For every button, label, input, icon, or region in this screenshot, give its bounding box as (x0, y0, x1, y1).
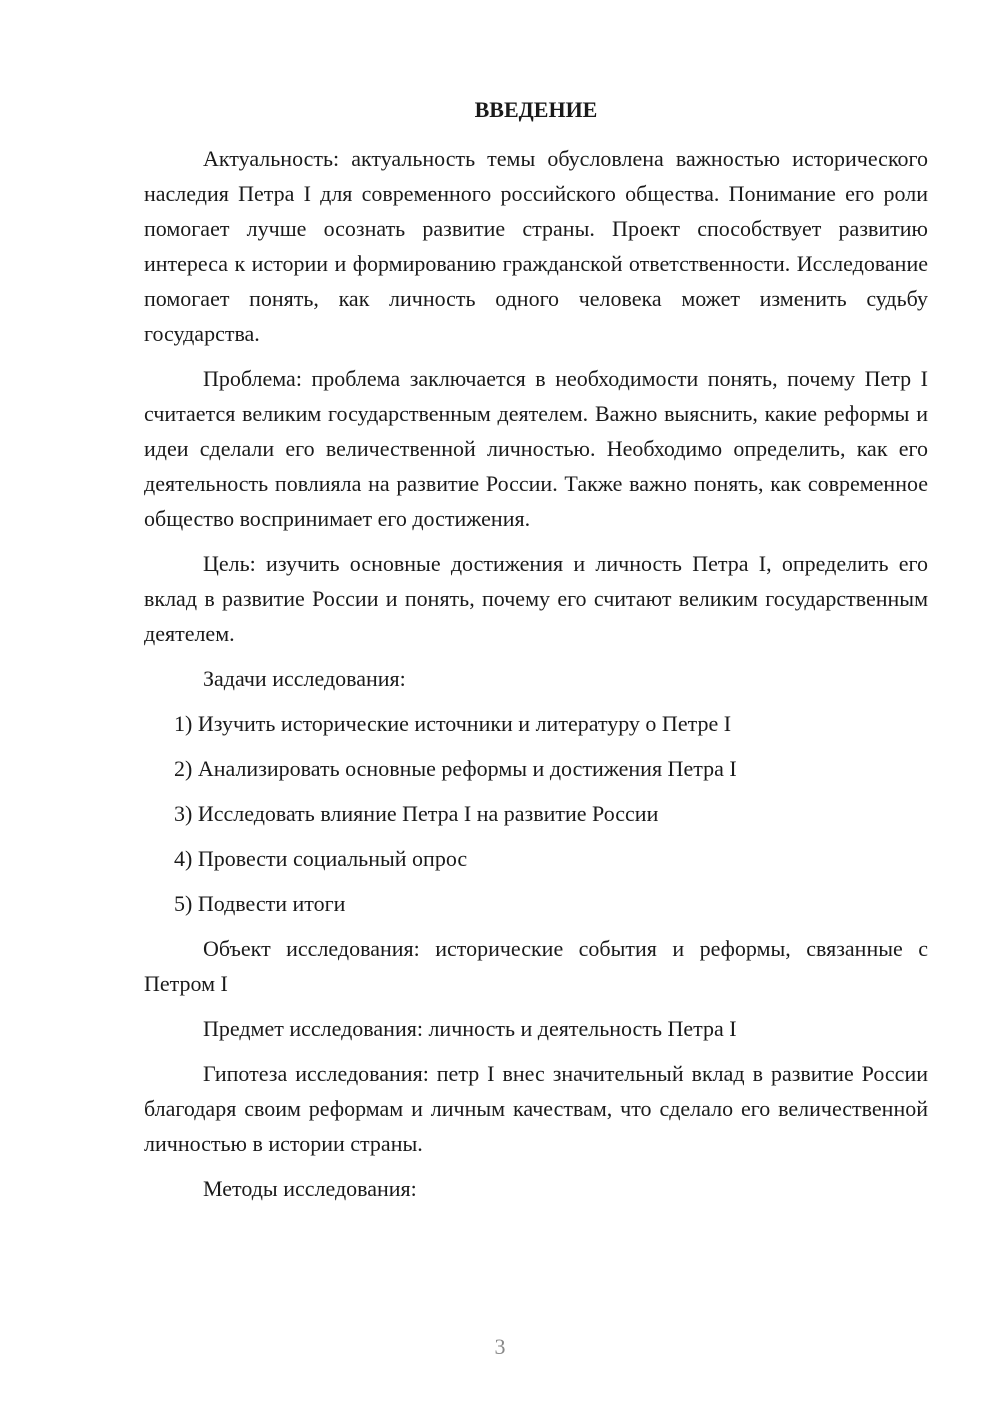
paragraph-object: Объект исследования: исторические события и реформы, связанные с Петром I (144, 936, 928, 996)
methods-heading: Методы исследования: (203, 1176, 417, 1201)
list-item: 1) Изучить исторические источники и литературу о Петре I (174, 711, 732, 736)
list-item: 5) Подвести итоги (174, 891, 346, 916)
tasks-list (144, 706, 928, 921)
paragraph-relevance: Актуальность: актуальность темы обусловлена важностью исторического наследия Петра I для современного российского общества. Понимание его роли помогает лучше осознать развитие страны. Проект способствует развитию интереса к истории и формированию гражданской ответственности. Исследование помогает понять, как личность одного человека может изменить судьбу государства. (144, 146, 928, 346)
page-number: 3 (494, 1334, 506, 1359)
list-item: 4) Провести социальный опрос (174, 846, 468, 871)
list-item: 2) Анализировать основные реформы и достижения Петра I (174, 756, 737, 781)
document-page (144, 92, 928, 1216)
paragraph-subject: Предмет исследования: личность и деятельность Петра I (203, 1016, 737, 1041)
list-item: 3) Исследовать влияние Петра I на развитие России (174, 801, 659, 826)
paragraph-goal: Цель: изучить основные достижения и личность Петра I, определить его вклад в развитие России и понять, почему его считают великим государственным деятелем. (144, 551, 928, 646)
paragraph-hypothesis: Гипотеза исследования: петр I внес значительный вклад в развитие России благодаря своим реформам и личным качествам, что сделало его величественной личностью в истории страны. (144, 1061, 928, 1156)
section-title: ВВЕДЕНИЕ (474, 97, 598, 122)
tasks-heading: Задачи исследования: (203, 666, 406, 691)
paragraph-problem: Проблема: проблема заключается в необходимости понять, почему Петр I считается великим государственным деятелем. Важно выяснить, какие реформы и идеи сделали его величественной личностью. Необходимо определить, как его деятельность повлияла на развитие России. Также важно понять, как современное общество воспринимает его достижения. (144, 366, 928, 531)
